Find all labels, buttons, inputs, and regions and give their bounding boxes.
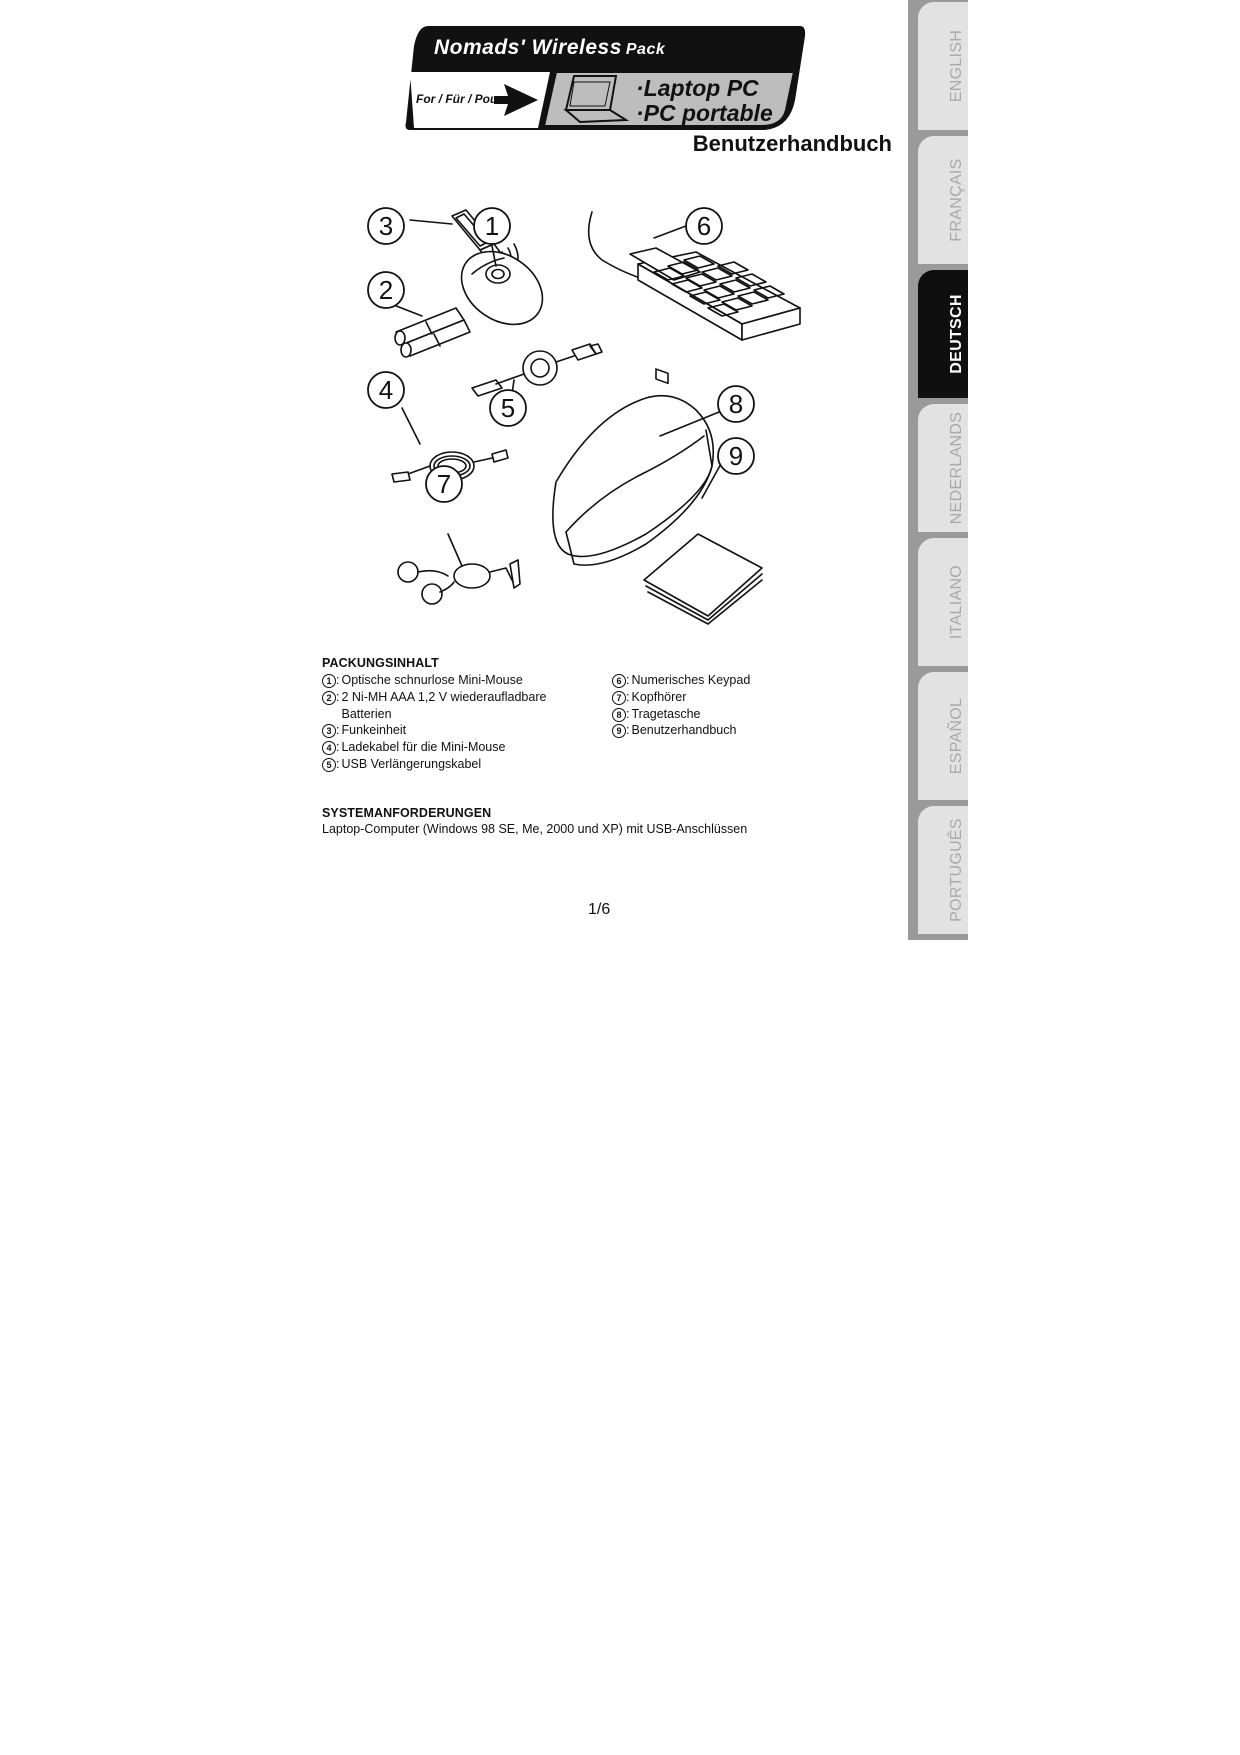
logo-pack-word: Pack <box>625 41 666 58</box>
list-item: 3 : Funkeinheit <box>322 722 584 739</box>
package-contents-illustration <box>378 204 816 624</box>
headphones-drawing <box>398 560 520 604</box>
callout-3 <box>368 208 404 244</box>
item-text: Benutzerhandbuch <box>631 723 737 738</box>
item-text: Tragetasche <box>631 706 701 721</box>
item-number-badge: 2 <box>322 691 336 705</box>
callout-7-number: 7 <box>436 469 452 499</box>
tab-deutsch-label: DEUTSCH <box>948 294 965 374</box>
tab-francais-label: FRANÇAIS <box>948 158 965 242</box>
item-number-badge: 5 <box>322 758 336 772</box>
list-item: 7 : Kopfhörer <box>612 689 832 706</box>
system-requirements-heading: SYSTEMANFORDERUNGEN <box>322 806 492 820</box>
tab-english[interactable] <box>918 2 968 130</box>
callout-8-number: 8 <box>728 389 744 419</box>
tab-espanol[interactable] <box>918 672 968 800</box>
callout-5 <box>490 390 526 426</box>
item-number-badge: 9 <box>612 724 626 738</box>
list-item: 4 : Ladekabel für die Mini-Mouse <box>322 739 584 756</box>
item-number-badge: 6 <box>612 674 626 688</box>
list-item: 8 : Tragetasche <box>612 706 832 723</box>
item-number-badge: 7 <box>612 691 626 705</box>
callout-2 <box>368 272 404 308</box>
callout-6-number: 6 <box>696 211 712 241</box>
tab-nederlands-label: NEDERLANDS <box>948 411 965 525</box>
item-text: USB Verlängerungskabel <box>341 756 482 771</box>
logo-line-pc-portable: ·PC portable <box>636 100 773 126</box>
item-text: Kopfhörer <box>631 689 687 704</box>
package-contents-list-right <box>612 672 832 739</box>
callout-8 <box>718 386 754 422</box>
item-text: Optische schnurlose Mini-Mouse <box>341 673 523 687</box>
callout-4 <box>368 372 404 408</box>
logo-line-laptop-pc: ·Laptop PC <box>636 75 759 101</box>
callout-9 <box>718 438 754 474</box>
tab-english-label: ENGLISH <box>948 29 965 103</box>
callout-1 <box>474 208 510 244</box>
logo-for-label: For / Für / Pour <box>416 92 502 106</box>
tab-italiano-label: ITALIANO <box>948 564 965 640</box>
tab-nederlands[interactable] <box>918 404 968 532</box>
callout-3-number: 3 <box>378 211 394 241</box>
list-item: 1 : Optische schnurlose Mini-Mouse <box>322 672 584 689</box>
document-title: Benutzerhandbuch <box>692 131 892 156</box>
item-text: Funkeinheit <box>341 723 407 738</box>
item-text: Ladekabel für die Mini-Mouse <box>341 740 506 755</box>
usb-cable-drawing <box>472 344 602 396</box>
keypad-drawing <box>630 248 800 383</box>
tab-portugues-label: PORTUGUÊS <box>948 818 965 922</box>
list-item: 9 : Benutzerhandbuch <box>612 722 832 739</box>
list-item: 5 : USB Verlängerungskabel <box>322 756 584 773</box>
callout-1-number: 1 <box>484 211 500 241</box>
item-number-badge: 8 <box>612 708 626 722</box>
item-text: Numerisches Keypad <box>631 673 751 687</box>
callout-2-number: 2 <box>378 275 394 305</box>
item-number-badge: 3 <box>322 724 336 738</box>
item-text: 2 Ni-MH AAA 1,2 V wiederaufladbare Batterien <box>341 689 547 721</box>
manual-drawing <box>644 534 762 624</box>
item-number-badge: 1 <box>322 674 336 688</box>
tab-espanol-label: ESPAÑOL <box>948 697 965 775</box>
callout-6 <box>686 208 722 244</box>
callout-9-number: 9 <box>728 441 744 471</box>
package-contents-heading: PACKUNGSINHALT <box>322 656 439 670</box>
callout-4-number: 4 <box>378 375 394 405</box>
item-number-badge: 4 <box>322 741 336 755</box>
product-logo <box>404 24 806 134</box>
tab-italiano[interactable] <box>918 538 968 666</box>
callout-7 <box>426 466 462 502</box>
package-contents-list-left <box>322 672 584 773</box>
carry-bag-drawing <box>553 396 713 565</box>
tab-deutsch[interactable] <box>918 270 968 398</box>
tab-francais[interactable] <box>918 136 968 264</box>
callout-5-number: 5 <box>500 393 516 423</box>
logo-product-name: Nomads' Wireless Pack <box>434 36 666 59</box>
system-requirements-text: Laptop-Computer (Windows 98 SE, Me, 2000 und XP) mit USB-Anschlüssen <box>322 822 748 836</box>
page-number: 1/6 <box>588 901 611 918</box>
list-item: 6 : Numerisches Keypad <box>612 672 832 689</box>
tab-portugues[interactable] <box>918 806 968 934</box>
list-item: 2 : 2 Ni-MH AAA 1,2 V wiederaufladbare Batterien <box>322 689 584 723</box>
batteries-drawing <box>395 308 470 357</box>
